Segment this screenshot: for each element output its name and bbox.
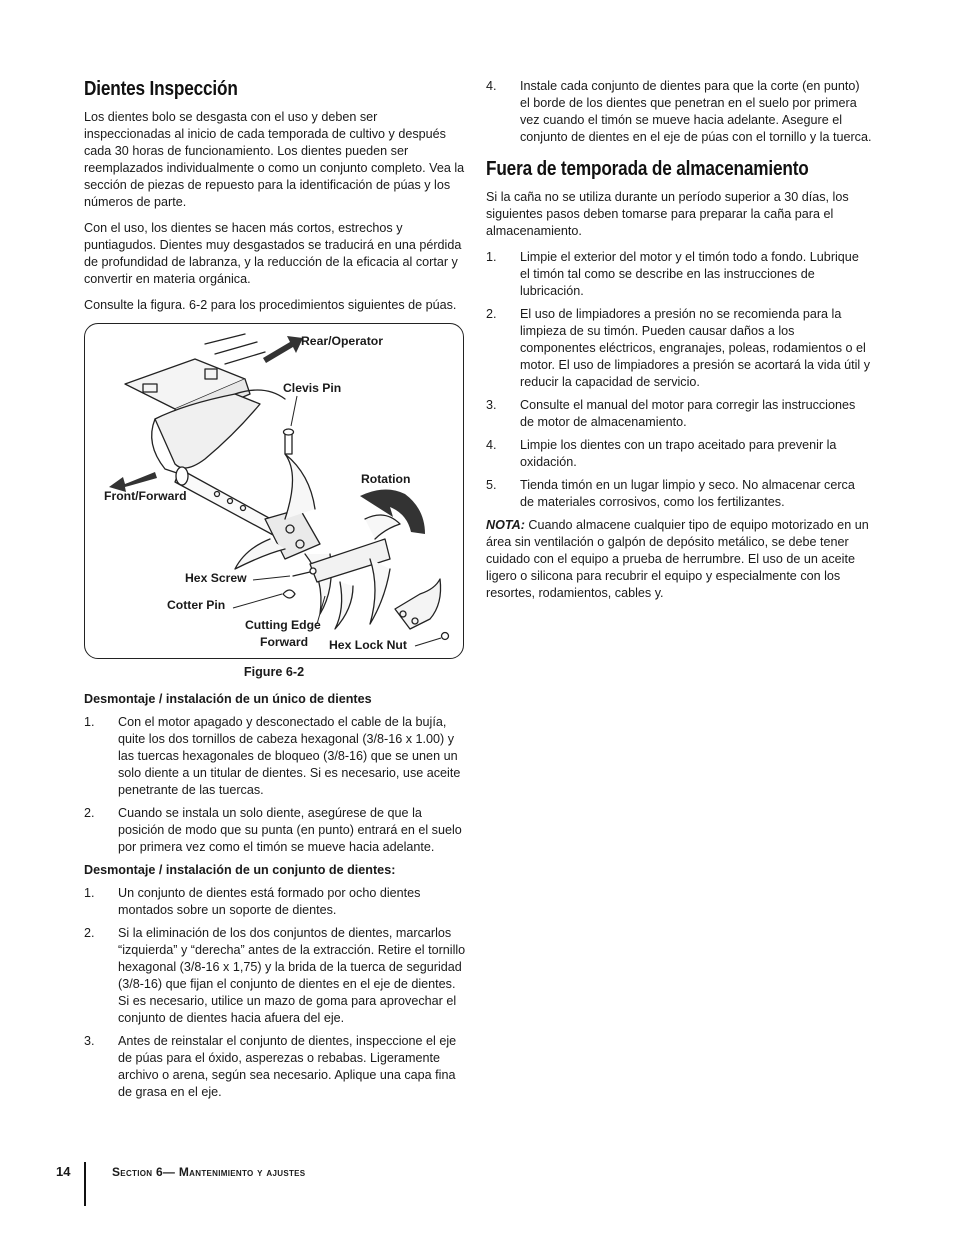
list-single-tine (84, 714, 466, 856)
section-title-inspection: Dientes Inspección (84, 78, 238, 100)
label-hex-screw: Hex Screw (185, 571, 247, 585)
list-item: 3. Consulte el manual del motor para corregir las instrucciones de motor de almacenamiento. (486, 398, 856, 429)
paragraph: Los dientes bolo se desgasta con el uso y deben ser inspeccionadas al inicio de cada temporada de cultivo y después cada 30 horas de funcionamiento. Los dientes pueden ser reemplazados individualmente o como un conjunto completo. Vea la sección de piezas de repuesto para la identificación de púas y los números de parte. (84, 110, 465, 209)
label-hex-lock-nut: Hex Lock Nut (329, 638, 407, 652)
section-title-storage: Fuera de temporada de almacenamiento (486, 158, 809, 180)
list-item: 1. Con el motor apagado y desconectado el cable de la bujía, quite los dos tornillos de cabeza hexagonal (3/8-16 x 1.00) y las tuercas hexagonales de bloqueo (3/8-16) que se unen un solo diente a un titular de dientes. Si es necesario, use aceite penetrante de las tuercas. (84, 715, 461, 797)
list-item: 4. Limpie los dientes con un trapo aceitado para prevenir la oxidación. (486, 438, 837, 469)
list-item: 5. Tienda timón en un lugar limpio y seco. No almacenar cerca de materiales corrosivos, como los fertilizantes. (486, 478, 855, 509)
list-item: 1. Un conjunto de dientes está formado por ocho dientes montados sobre un soporte de dientes. (84, 886, 421, 917)
label-front-forward: Front/Forward (104, 489, 187, 503)
list-item: 2. Si la eliminación de los dos conjuntos de dientes, marcarlos “izquierda” y “derecha” antes de la extracción. Retire el tornillo hexagonal (3/8-16 x 1,75) y la brida de la tuerca de seguridad (3/8-16) que fijan el conjunto de dientes en el eje de dientes. Si es necesario, utilice un mazo de goma para aprovechar el conjunto de dientes hacia afuera del eje. (84, 926, 466, 1025)
footer-section-title: Section 6— Mantenimiento y ajustes (112, 1165, 306, 1179)
paragraph: Con el uso, los dientes se hacen más cortos, estrechos y puntiagudos. Dientes muy desgastados se traducirá en una pérdida de profundidad de labranza, y la reducción de la eficacia al cortar y convertir en materia orgánica. (84, 221, 462, 286)
list-item: 4. Instale cada conjunto de dientes para que la corte (en punto) el borde de los dientes que penetran en el suelo por primera vez cuando el timón se mueve hacia adelante. Asegure el conjunto de dientes en el eje de púas con el tornillo y la tuerca. (486, 79, 872, 144)
note-paragraph (486, 517, 872, 602)
label-cotter-pin: Cotter Pin (167, 598, 226, 612)
list-item: 1. Limpie el exterior del motor y el timón todo a fondo. Lubrique el timón tal como se describe en las instrucciones de lubricación. (486, 250, 859, 298)
list-continued (486, 78, 872, 146)
figure-caption: Figure 6-2 (243, 665, 305, 679)
left-column (84, 78, 466, 1107)
list-tine-set (84, 885, 466, 1101)
list-storage-steps (486, 249, 872, 511)
label-forward: Forward (260, 635, 309, 649)
label-clevis-pin: Clevis Pin (283, 381, 342, 395)
subheading-tine-set: Desmontaje / instalación de un conjunto de dientes: (84, 863, 396, 877)
paragraph: Si la caña no se utiliza durante un período superior a 30 días, los siguientes pasos deben tomarse para preparar la caña para el almacenamiento. (486, 190, 849, 238)
note-text: Cuando almacene cualquier tipo de equipo motorizado en un área sin ventilación o galpón de depósito metálico, se debe tener cuidado con el equipo a prueba de herrumbre. El uso de un aceite ligero o silicona para recubrir el equipo y especialmente con los resortes, rodamientos, cables y. (486, 518, 869, 600)
figure-tine-assembly (84, 323, 464, 659)
list-item: 2. El uso de limpiadores a presión no se recomienda para la limpieza de su timón. Pueden causar daños a los componentes eléctricos, engranajes, poleas, rodamientos o el motor. El uso de limpiadores a presión se acortará la vida útil y reducir la capacidad de servicio. (486, 307, 870, 389)
list-item: 3. Antes de reinstalar el conjunto de dientes, inspeccione el eje de púas para el óxido, asperezas o rebabas. Ligeramente archivo o arena, según sea necesario. Aplique una capa fina de grasa en el eje. (84, 1034, 457, 1099)
page-number: 14 (56, 1164, 71, 1179)
footer-divider (84, 1162, 86, 1206)
right-column (486, 78, 872, 611)
note-label: NOTA: (486, 518, 525, 532)
label-rotation: Rotation (361, 472, 411, 486)
label-rear-operator: Rear/Operator (301, 334, 383, 348)
list-item: 2. Cuando se instala un solo diente, asegúrese de que la posición de modo que su punta (en punto) entrará en el suelo por primera vez como el timón se mueve hacia adelante. (84, 806, 462, 854)
label-cutting-edge: Cutting Edge (245, 618, 321, 632)
subheading-single-tine: Desmontaje / instalación de un único de dientes (84, 692, 372, 706)
paragraph: Consulte la figura. 6-2 para los procedimientos siguientes de púas. (84, 298, 457, 312)
